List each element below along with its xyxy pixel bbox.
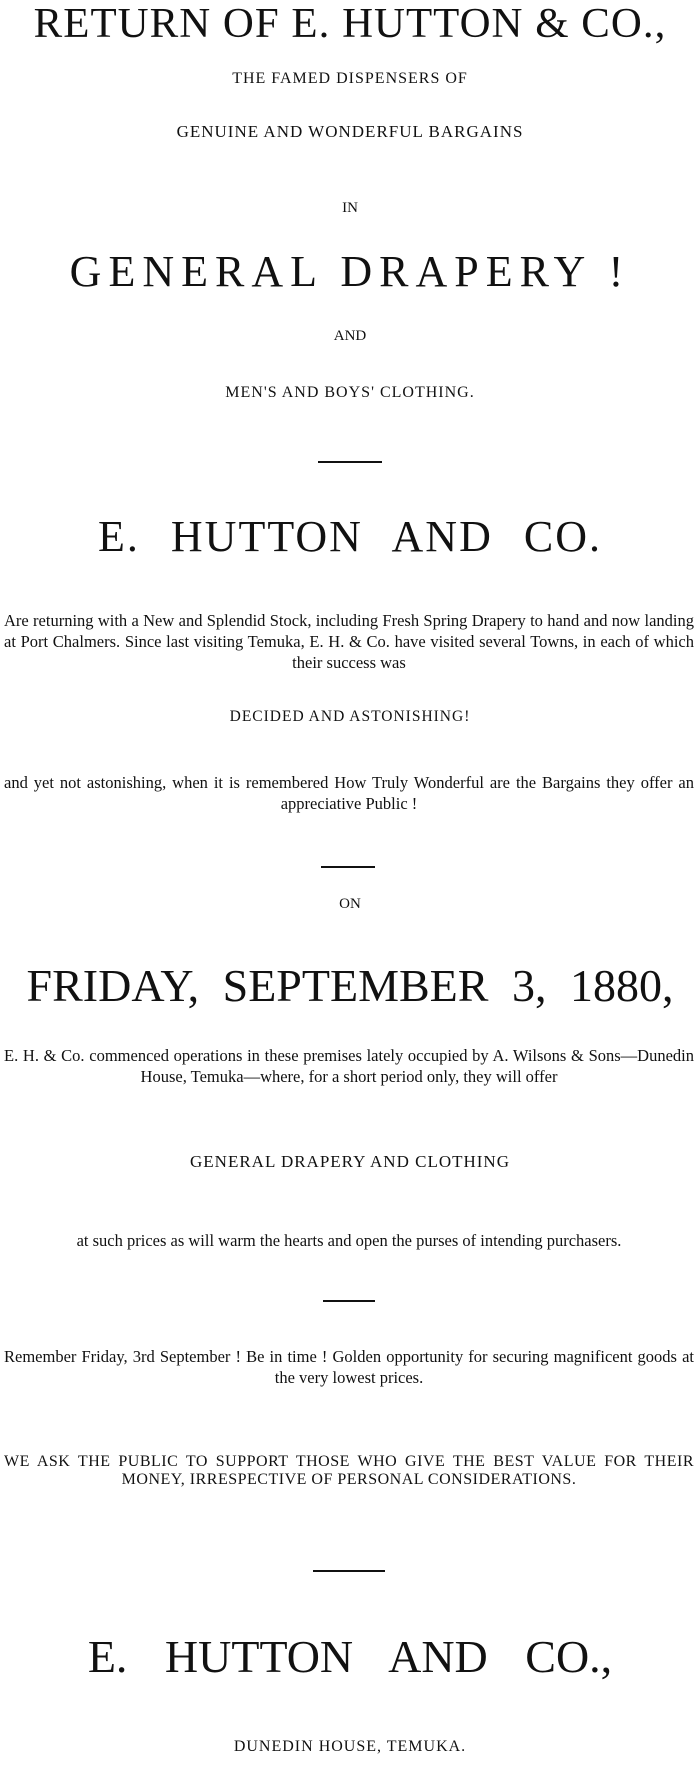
firm-name: E. HUTTON AND CO. xyxy=(98,512,602,561)
signature-firm-name: E. HUTTON AND CO., xyxy=(87,1631,613,1682)
address: DUNEDIN HOUSE, TEMUKA. xyxy=(233,1738,467,1755)
subheading-dispensers: THE FAMED DISPENSERS OF xyxy=(232,70,468,87)
offer-heading: GENERAL DRAPERY AND CLOTHING xyxy=(190,1152,510,1171)
paragraph-public: WE ASK THE PUBLIC TO SUPPORT THOSE WHO GIVE THE BEST VALUE FOR THEIR MONEY, IRRESPECTIVE OF PERSONAL CONSIDERATIONS. xyxy=(4,1453,694,1488)
paragraph-astonishing: and yet not astonishing, when it is remembered How Truly Wonderful are the Bargains they offer an appreciative Public ! xyxy=(4,773,694,813)
subheading-bargains: GENUINE AND WONDERFUL BARGAINS xyxy=(176,122,524,141)
divider-rule xyxy=(323,1300,375,1302)
paragraph-commenced: E. H. & Co. commenced operations in these premises lately occupied by A. Wilsons & Sons—Dunedin House, Temuka—where, for a short period only, they will offer xyxy=(4,1046,694,1086)
subheading-on: ON xyxy=(339,896,361,912)
divider-rule xyxy=(313,1570,385,1572)
subheading-and: AND xyxy=(333,328,367,344)
divider-rule xyxy=(318,461,382,463)
subheading-clothing: MEN'S AND BOYS' CLOTHING. xyxy=(225,384,475,401)
date-heading: FRIDAY, SEPTEMBER 3, 1880, xyxy=(26,960,674,1011)
decided-astonishing: DECIDED AND ASTONISHING! xyxy=(229,708,471,725)
headline: RETURN OF E. HUTTON & CO., xyxy=(33,1,667,47)
subheading-in: IN xyxy=(342,200,358,216)
divider-rule xyxy=(321,866,375,868)
paragraph-returning: Are returning with a New and Splendid Stock, including Fresh Spring Drapery to hand and now landing at Port Chalmers. Since last visiting Temuka, E. H. & Co. have visited several Towns, in each of which their success was xyxy=(4,611,694,672)
paragraph-prices: at such prices as will warm the hearts and open the purses of intending purchasers. xyxy=(76,1231,622,1250)
general-drapery-heading: GENERAL DRAPERY ! xyxy=(69,247,631,296)
paragraph-remember: Remember Friday, 3rd September ! Be in time ! Golden opportunity for securing magnificent goods at the very lowest prices. xyxy=(4,1347,694,1387)
